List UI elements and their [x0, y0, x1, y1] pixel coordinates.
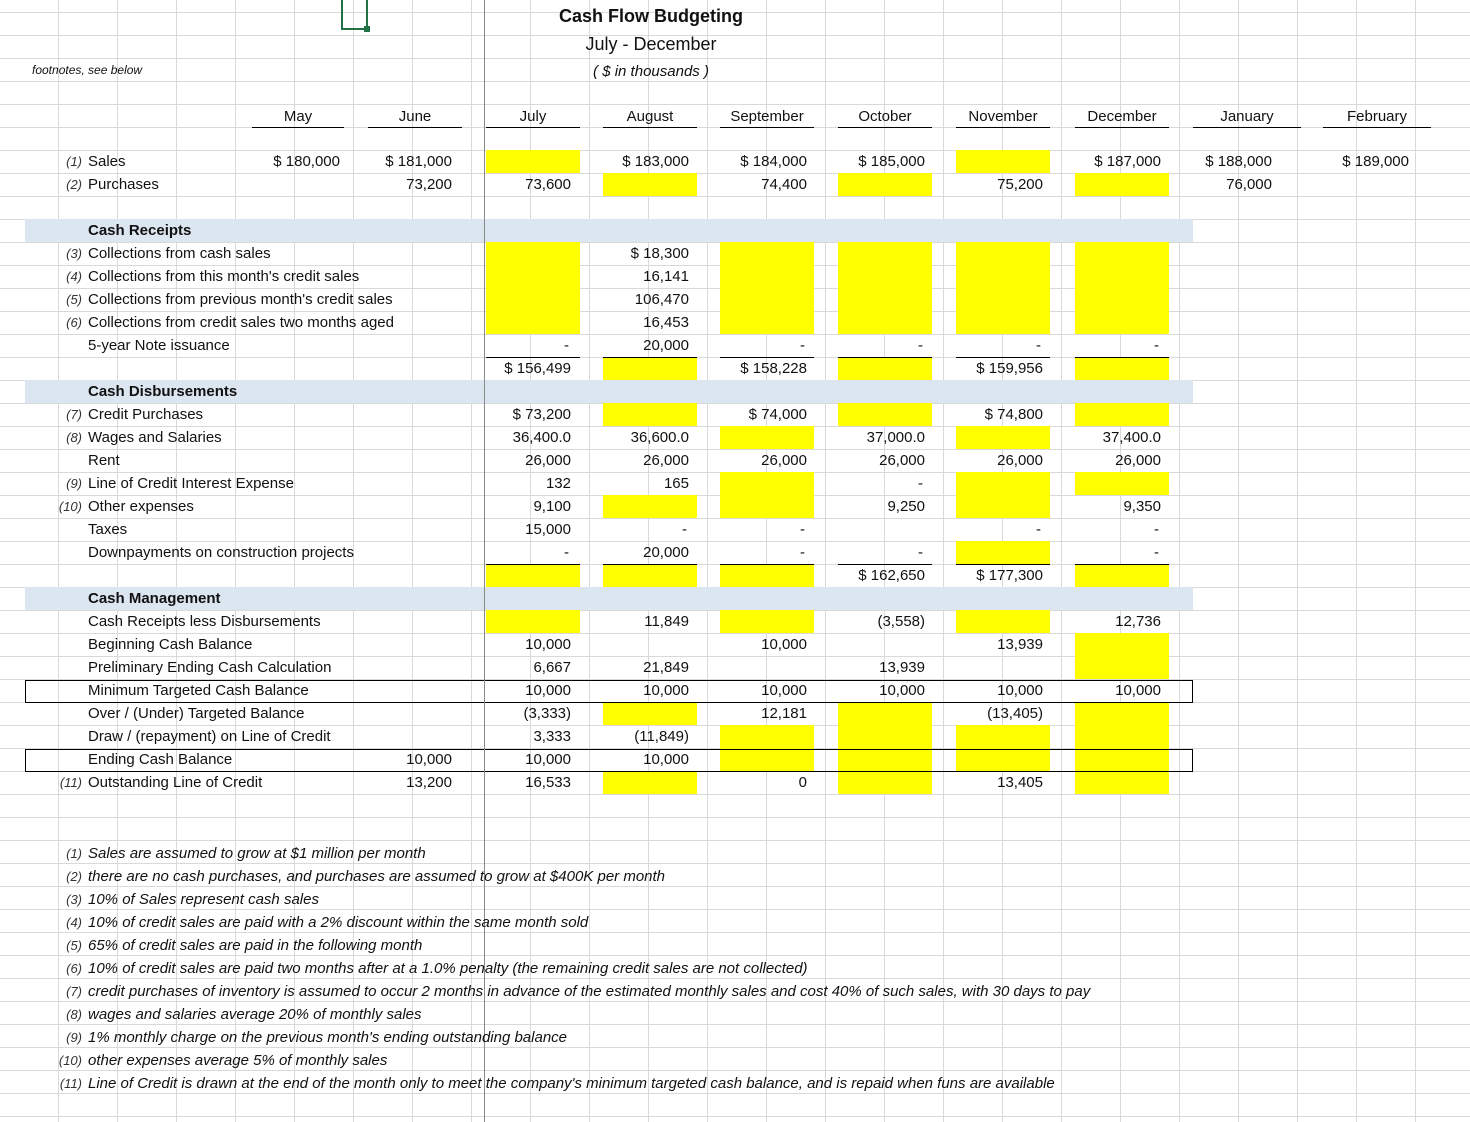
cell-purchases-september[interactable]: 74,400: [761, 176, 807, 193]
cell-prelim-ending-august[interactable]: 21,849: [643, 659, 689, 676]
cell-rent-november[interactable]: 26,000: [997, 452, 1043, 469]
footnote-number: (6): [66, 961, 82, 976]
month-header-august: August: [626, 108, 674, 125]
row-label-credit-purchases: Credit Purchases: [88, 406, 204, 423]
row-label-sales: Sales: [88, 153, 126, 170]
cell-sales-september[interactable]: $ 184,000: [740, 153, 807, 170]
cell-over-under-september[interactable]: 12,181: [761, 705, 807, 722]
row-label-loc-interest: Line of Credit Interest Expense: [88, 475, 294, 492]
cell-purchases-july[interactable]: 73,600: [525, 176, 571, 193]
row-label-downpayments: Downpayments on construction projects: [88, 544, 354, 561]
cell-credit-purchases-september[interactable]: $ 74,000: [748, 406, 807, 423]
cell-outstanding-loc-november[interactable]: 13,405: [997, 774, 1043, 791]
input-cell[interactable]: [1075, 265, 1169, 288]
cell-min-target-november[interactable]: 10,000: [997, 682, 1043, 699]
cell-min-target-august[interactable]: 10,000: [643, 682, 689, 699]
row-number: (4): [66, 269, 82, 284]
row-label-note-issuance: 5-year Note issuance: [88, 337, 230, 354]
row-number: (9): [66, 476, 82, 491]
row-label-draw-repay: Draw / (repayment) on Line of Credit: [88, 728, 331, 745]
cell-outstanding-loc-july[interactable]: 16,533: [525, 774, 571, 791]
input-cell[interactable]: [838, 265, 932, 288]
cell-note-issuance-november[interactable]: -: [1036, 337, 1041, 354]
footnote-number: (7): [66, 984, 82, 999]
month-header-january: January: [1220, 108, 1274, 125]
cell-ending-cash-june[interactable]: 10,000: [406, 751, 452, 768]
footnote-text: 10% of credit sales are paid with a 2% discount within the same month sold: [88, 914, 589, 931]
cell-beginning-cash-july[interactable]: 10,000: [525, 636, 571, 653]
cell-prelim-ending-july[interactable]: 6,667: [533, 659, 571, 676]
row-number: (6): [66, 315, 82, 330]
cell-note-issuance-october[interactable]: -: [918, 337, 923, 354]
cell-sales-october[interactable]: $ 185,000: [858, 153, 925, 170]
row-label-over-under: Over / (Under) Targeted Balance: [88, 705, 305, 722]
cash-disbursements-header: Cash Disbursements: [88, 383, 238, 400]
cell-min-target-july[interactable]: 10,000: [525, 682, 571, 699]
month-header-underline: [603, 127, 697, 128]
input-cell[interactable]: [1075, 633, 1169, 656]
input-cell[interactable]: [720, 288, 814, 311]
cell-ending-cash-july[interactable]: 10,000: [525, 751, 571, 768]
cell-receipts-total-september[interactable]: $ 158,228: [740, 360, 807, 377]
month-header-december: December: [1087, 108, 1157, 125]
cash-receipts-header: Cash Receipts: [88, 222, 192, 239]
input-cell[interactable]: [838, 242, 932, 265]
cell-credit-purchases-july[interactable]: $ 73,200: [512, 406, 571, 423]
cell-wages-december[interactable]: 37,400.0: [1102, 429, 1161, 446]
input-cell[interactable]: [956, 311, 1050, 334]
cell-wages-october[interactable]: 37,000.0: [866, 429, 925, 446]
cell-sales-february[interactable]: $ 189,000: [1342, 153, 1409, 170]
input-cell[interactable]: [956, 265, 1050, 288]
row-number: (10): [58, 499, 82, 514]
cell-loc-interest-august[interactable]: 165: [663, 475, 689, 492]
input-cell[interactable]: [1075, 656, 1169, 679]
cell-rent-july[interactable]: 26,000: [525, 452, 571, 469]
input-cell[interactable]: [956, 725, 1050, 748]
input-cell[interactable]: [1075, 564, 1169, 587]
row-label-receipts-less-disb: Cash Receipts less Disbursements: [88, 613, 321, 630]
cell-downpayments-july[interactable]: -: [564, 544, 569, 561]
footnote-number: (1): [66, 846, 82, 861]
footnote-number: (4): [66, 915, 82, 930]
footnote-text: wages and salaries average 20% of monthly sales: [88, 1006, 422, 1023]
row-label-outstanding-loc: Outstanding Line of Credit: [88, 774, 263, 791]
row-number: (1): [66, 154, 82, 169]
cell-beginning-cash-november[interactable]: 13,939: [997, 636, 1043, 653]
month-header-underline: [1323, 127, 1431, 128]
footnote-text: Sales are assumed to grow at $1 million per month: [88, 845, 426, 862]
cell-downpayments-september[interactable]: -: [800, 544, 805, 561]
month-header-july: July: [519, 108, 547, 125]
cell-draw-repay-august[interactable]: (11,849): [634, 728, 689, 745]
month-header-underline: [956, 127, 1050, 128]
row-number: (2): [66, 177, 82, 192]
row-label-taxes: Taxes: [88, 521, 128, 538]
cell-sales-august[interactable]: $ 183,000: [622, 153, 689, 170]
cell-collections-prev-month-august[interactable]: 106,470: [634, 291, 689, 308]
cell-taxes-november[interactable]: -: [1036, 521, 1041, 538]
cell-outstanding-loc-september[interactable]: 0: [798, 774, 807, 791]
footnote-text: other expenses average 5% of monthly sales: [88, 1052, 388, 1069]
cell-taxes-december[interactable]: -: [1154, 521, 1159, 538]
month-header-september: September: [730, 108, 804, 125]
cell-min-target-september[interactable]: 10,000: [761, 682, 807, 699]
row-number: (11): [59, 775, 82, 790]
cell-note-issuance-december[interactable]: -: [1154, 337, 1159, 354]
cell-downpayments-december[interactable]: -: [1154, 544, 1159, 561]
input-cell[interactable]: [838, 725, 932, 748]
footnote-number: (3): [66, 892, 82, 907]
cell-other-expenses-october[interactable]: 9,250: [887, 498, 925, 515]
month-header-underline: [838, 127, 932, 128]
cell-loc-interest-july[interactable]: 132: [545, 475, 571, 492]
footnote-text: Line of Credit is drawn at the end of the month only to meet the company's minimum targeted cash balance, and is repaid when funs are available: [88, 1075, 1055, 1092]
row-label-rent: Rent: [88, 452, 120, 469]
input-cell[interactable]: [956, 472, 1050, 495]
input-cell[interactable]: [603, 495, 697, 518]
cell-downpayments-october[interactable]: -: [918, 544, 923, 561]
footnote-text: 10% of credit sales are paid two months after at a 1.0% penalty (the remaining credit sales are not collected): [88, 960, 808, 977]
cell-taxes-july[interactable]: 15,000: [525, 521, 571, 538]
input-cell[interactable]: [1075, 288, 1169, 311]
month-header-underline: [720, 127, 814, 128]
cell-purchases-june[interactable]: 73,200: [406, 176, 452, 193]
footnote-number: (5): [66, 938, 82, 953]
row-label-beginning-cash: Beginning Cash Balance: [88, 636, 253, 653]
footnote-hint: footnotes, see below: [32, 63, 143, 77]
row-label-min-target: Minimum Targeted Cash Balance: [88, 682, 309, 699]
cell-note-issuance-september[interactable]: -: [800, 337, 805, 354]
input-cell[interactable]: [720, 242, 814, 265]
footnote-number: (9): [66, 1030, 82, 1045]
cell-collections-two-months-august[interactable]: 16,453: [643, 314, 689, 331]
cell-rent-september[interactable]: 26,000: [761, 452, 807, 469]
total-underline: [1075, 357, 1169, 358]
input-cell[interactable]: [1075, 702, 1169, 725]
cell-receipts-less-disb-december[interactable]: 12,736: [1115, 613, 1161, 630]
cell-over-under-november[interactable]: (13,405): [987, 705, 1043, 722]
row-label-collections-prev-month: Collections from previous month's credit sales: [88, 291, 393, 308]
month-header-november: November: [968, 108, 1038, 125]
cell-wages-july[interactable]: 36,400.0: [512, 429, 571, 446]
input-cell[interactable]: [486, 564, 580, 587]
cell-taxes-august[interactable]: -: [682, 521, 687, 538]
month-header-may: May: [283, 108, 313, 125]
input-cell[interactable]: [1075, 725, 1169, 748]
total-underline: [603, 564, 697, 565]
cell-receipts-total-july[interactable]: $ 156,499: [504, 360, 571, 377]
cell-purchases-november[interactable]: 75,200: [997, 176, 1043, 193]
row-number: (5): [66, 292, 82, 307]
footnote-text: 1% monthly charge on the previous month's ending outstanding balance: [88, 1029, 568, 1046]
cell-beginning-cash-september[interactable]: 10,000: [761, 636, 807, 653]
cell-note-issuance-august[interactable]: 20,000: [643, 337, 689, 354]
cell-sales-may[interactable]: $ 180,000: [273, 153, 340, 170]
row-label-purchases: Purchases: [88, 176, 159, 193]
cell-receipts-less-disb-august[interactable]: 11,849: [644, 613, 689, 630]
row-label-prelim-ending: Preliminary Ending Cash Calculation: [88, 659, 332, 676]
cell-downpayments-august[interactable]: 20,000: [643, 544, 689, 561]
cell-taxes-september[interactable]: -: [800, 521, 805, 538]
cell-loc-interest-october[interactable]: -: [918, 475, 923, 492]
input-cell[interactable]: [720, 265, 814, 288]
month-header-underline: [368, 127, 462, 128]
row-label-ending-cash: Ending Cash Balance: [88, 751, 233, 768]
row-label-collections-cash: Collections from cash sales: [88, 245, 271, 262]
selection-handle[interactable]: [364, 26, 370, 32]
footnote-text: credit purchases of inventory is assumed to occur 2 months in advance of the estimated monthly sales and cost 40% of such sales, with 30 days to pay: [88, 983, 1091, 1000]
cell-over-under-july[interactable]: (3,333): [523, 705, 571, 722]
month-header-underline: [486, 127, 580, 128]
cell-other-expenses-july[interactable]: 9,100: [533, 498, 571, 515]
total-underline: [720, 564, 814, 565]
cell-collections-cash-august[interactable]: $ 18,300: [630, 245, 689, 262]
cell-min-target-october[interactable]: 10,000: [879, 682, 925, 699]
input-cell[interactable]: [838, 288, 932, 311]
sheet-subtitle: July - December: [585, 34, 717, 54]
cell-disbursements-total-october[interactable]: $ 162,650: [858, 567, 925, 584]
cell-receipts-less-disb-october[interactable]: (3,558): [877, 613, 925, 630]
cell-prelim-ending-october[interactable]: 13,939: [879, 659, 925, 676]
input-cell[interactable]: [1075, 472, 1169, 495]
cell-other-expenses-december[interactable]: 9,350: [1123, 498, 1161, 515]
cell-rent-august[interactable]: 26,000: [643, 452, 689, 469]
input-cell[interactable]: [1075, 311, 1169, 334]
footnote-number: (11): [59, 1076, 82, 1091]
month-header-underline: [1193, 127, 1301, 128]
row-label-wages: Wages and Salaries: [88, 429, 222, 446]
cell-min-target-december[interactable]: 10,000: [1115, 682, 1161, 699]
cell-sales-december[interactable]: $ 187,000: [1094, 153, 1161, 170]
input-cell[interactable]: [1075, 403, 1169, 426]
total-underline: [486, 564, 580, 565]
cell-collections-this-month-august[interactable]: 16,141: [643, 268, 689, 285]
input-cell[interactable]: [1075, 357, 1169, 380]
row-number: (3): [66, 246, 82, 261]
footnote-number: (8): [66, 1007, 82, 1022]
total-underline: [720, 357, 814, 358]
month-header-underline: [1075, 127, 1169, 128]
month-header-june: June: [398, 108, 432, 125]
row-number: (7): [66, 407, 82, 422]
total-underline: [956, 564, 1050, 565]
row-label-collections-two-months: Collections from credit sales two months aged: [88, 314, 394, 331]
sheet-units: ( $ in thousands ): [593, 63, 709, 80]
cell-sales-january[interactable]: $ 188,000: [1205, 153, 1272, 170]
total-underline: [838, 357, 932, 358]
month-header-underline: [252, 127, 344, 128]
row-number: (8): [66, 430, 82, 445]
cell-draw-repay-july[interactable]: 3,333: [533, 728, 571, 745]
footnote-number: (10): [58, 1053, 82, 1068]
input-cell[interactable]: [1075, 771, 1169, 794]
row-label-collections-this-month: Collections from this month's credit sales: [88, 268, 360, 285]
cell-disbursements-total-november[interactable]: $ 177,300: [976, 567, 1043, 584]
cash-receipts-band: [25, 219, 1193, 242]
cell-purchases-january[interactable]: 76,000: [1226, 176, 1272, 193]
input-cell[interactable]: [956, 288, 1050, 311]
cell-wages-august[interactable]: 36,600.0: [630, 429, 689, 446]
month-header-october: October: [858, 108, 912, 125]
input-cell[interactable]: [720, 725, 814, 748]
footnote-text: 65% of credit sales are paid in the following month: [88, 937, 423, 954]
month-header-february: February: [1346, 108, 1408, 125]
footnote-text: 10% of Sales represent cash sales: [88, 891, 319, 908]
footnote-number: (2): [66, 869, 82, 884]
cell-credit-purchases-november[interactable]: $ 74,800: [984, 406, 1043, 423]
total-underline: [838, 564, 932, 565]
total-underline: [486, 357, 580, 358]
cell-note-issuance-july[interactable]: -: [564, 337, 569, 354]
cell-sales-june[interactable]: $ 181,000: [385, 153, 452, 170]
input-cell[interactable]: [956, 242, 1050, 265]
input-cell[interactable]: [1075, 242, 1169, 265]
sheet-title: Cash Flow Budgeting: [559, 6, 743, 26]
cash-management-header: Cash Management: [88, 590, 221, 607]
total-underline: [1075, 564, 1169, 565]
cell-receipts-total-november[interactable]: $ 159,956: [976, 360, 1043, 377]
total-underline: [956, 357, 1050, 358]
input-cell[interactable]: [838, 311, 932, 334]
total-underline: [603, 357, 697, 358]
cell-ending-cash-august[interactable]: 10,000: [643, 751, 689, 768]
input-cell[interactable]: [603, 564, 697, 587]
cell-outstanding-loc-june[interactable]: 13,200: [406, 774, 452, 791]
footnote-text: there are no cash purchases, and purchases are assumed to grow at $400K per month: [88, 868, 666, 885]
cell-rent-december[interactable]: 26,000: [1115, 452, 1161, 469]
row-label-other-expenses: Other expenses: [88, 498, 194, 515]
input-cell[interactable]: [720, 311, 814, 334]
cell-rent-october[interactable]: 26,000: [879, 452, 925, 469]
